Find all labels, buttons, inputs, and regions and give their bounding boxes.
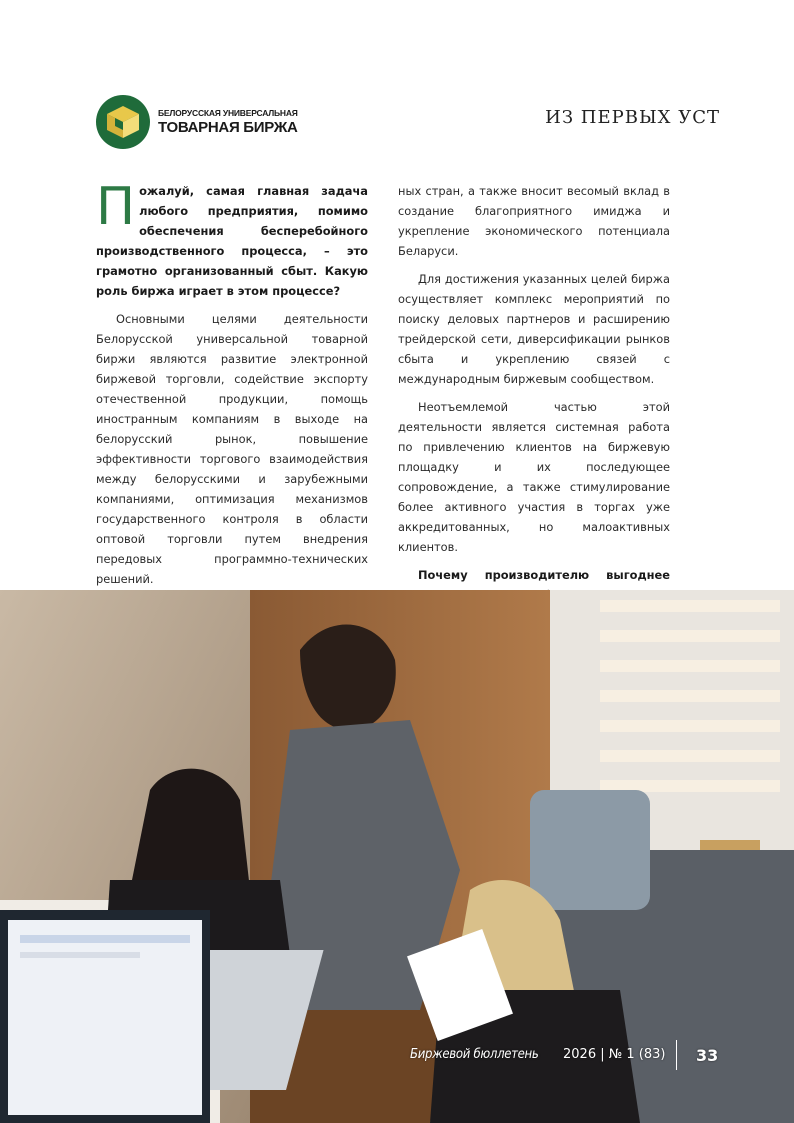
logo-line1: БЕЛОРУССКАЯ УНИВЕРСАЛЬНАЯ bbox=[158, 108, 298, 119]
paragraph-4: Для достижения указанных целей биржа осуществляет комплекс мероприятий по поиску деловых партнеров и расширению трейдерской сети, диверсификации рынков сбыта и укреплению связей с международным биржевым сообществом. bbox=[398, 272, 670, 386]
drop-cap: П bbox=[96, 177, 136, 237]
exchange-logo bbox=[96, 95, 298, 149]
logo-line2: ТОВАРНАЯ БИРЖА bbox=[158, 118, 298, 136]
question-1-text: ожалуй, самая главная задача любого предприятия, помимо обеспечения бесперебойного производственного процесса, – это грамотно организованный сбыт. Какую роль биржа играет в этом процессе? bbox=[96, 184, 368, 298]
question-1 bbox=[96, 177, 368, 301]
logo-emblem-icon bbox=[96, 95, 150, 149]
section-title: ИЗ ПЕРВЫХ УСТ bbox=[545, 107, 720, 128]
footer-divider bbox=[676, 1040, 677, 1070]
question-2: Почему производителю выгоднее bbox=[418, 568, 670, 582]
journal-name: Биржевой бюллетень bbox=[410, 1047, 539, 1062]
issue-number: 2026 | № 1 (83) bbox=[563, 1047, 666, 1062]
paragraph-1: Основными целями деятельности Белорусской универсальной товарной биржи являются развитие электронной биржевой торговли, содействие экспорту отечественной продукции, помощь иностранным компаниям в выходе на белорусский рынок, повышение эффективности торгового взаимодействия между белорусскими и зарубежными компаниями, оптимизация механизмов государственного контроля в области оптовой торговли путем внедрения передовых программно-технических решений. bbox=[96, 312, 368, 586]
paragraph-5: Неотъемлемой частью этой деятельности является системная работа по привлечению клиентов на биржевую площадку и их последующее сопровождение, а также стимулирование более активного участия в торгах уже аккредитованных, но малоактивных клиентов. bbox=[398, 400, 670, 554]
paragraph-3: ных стран, а также вносит весомый вклад в создание благоприятного имиджа и укрепление экономического потенциала Беларуси. bbox=[398, 184, 670, 258]
office-photo bbox=[0, 590, 794, 1123]
page-number: 33 bbox=[696, 1046, 719, 1065]
